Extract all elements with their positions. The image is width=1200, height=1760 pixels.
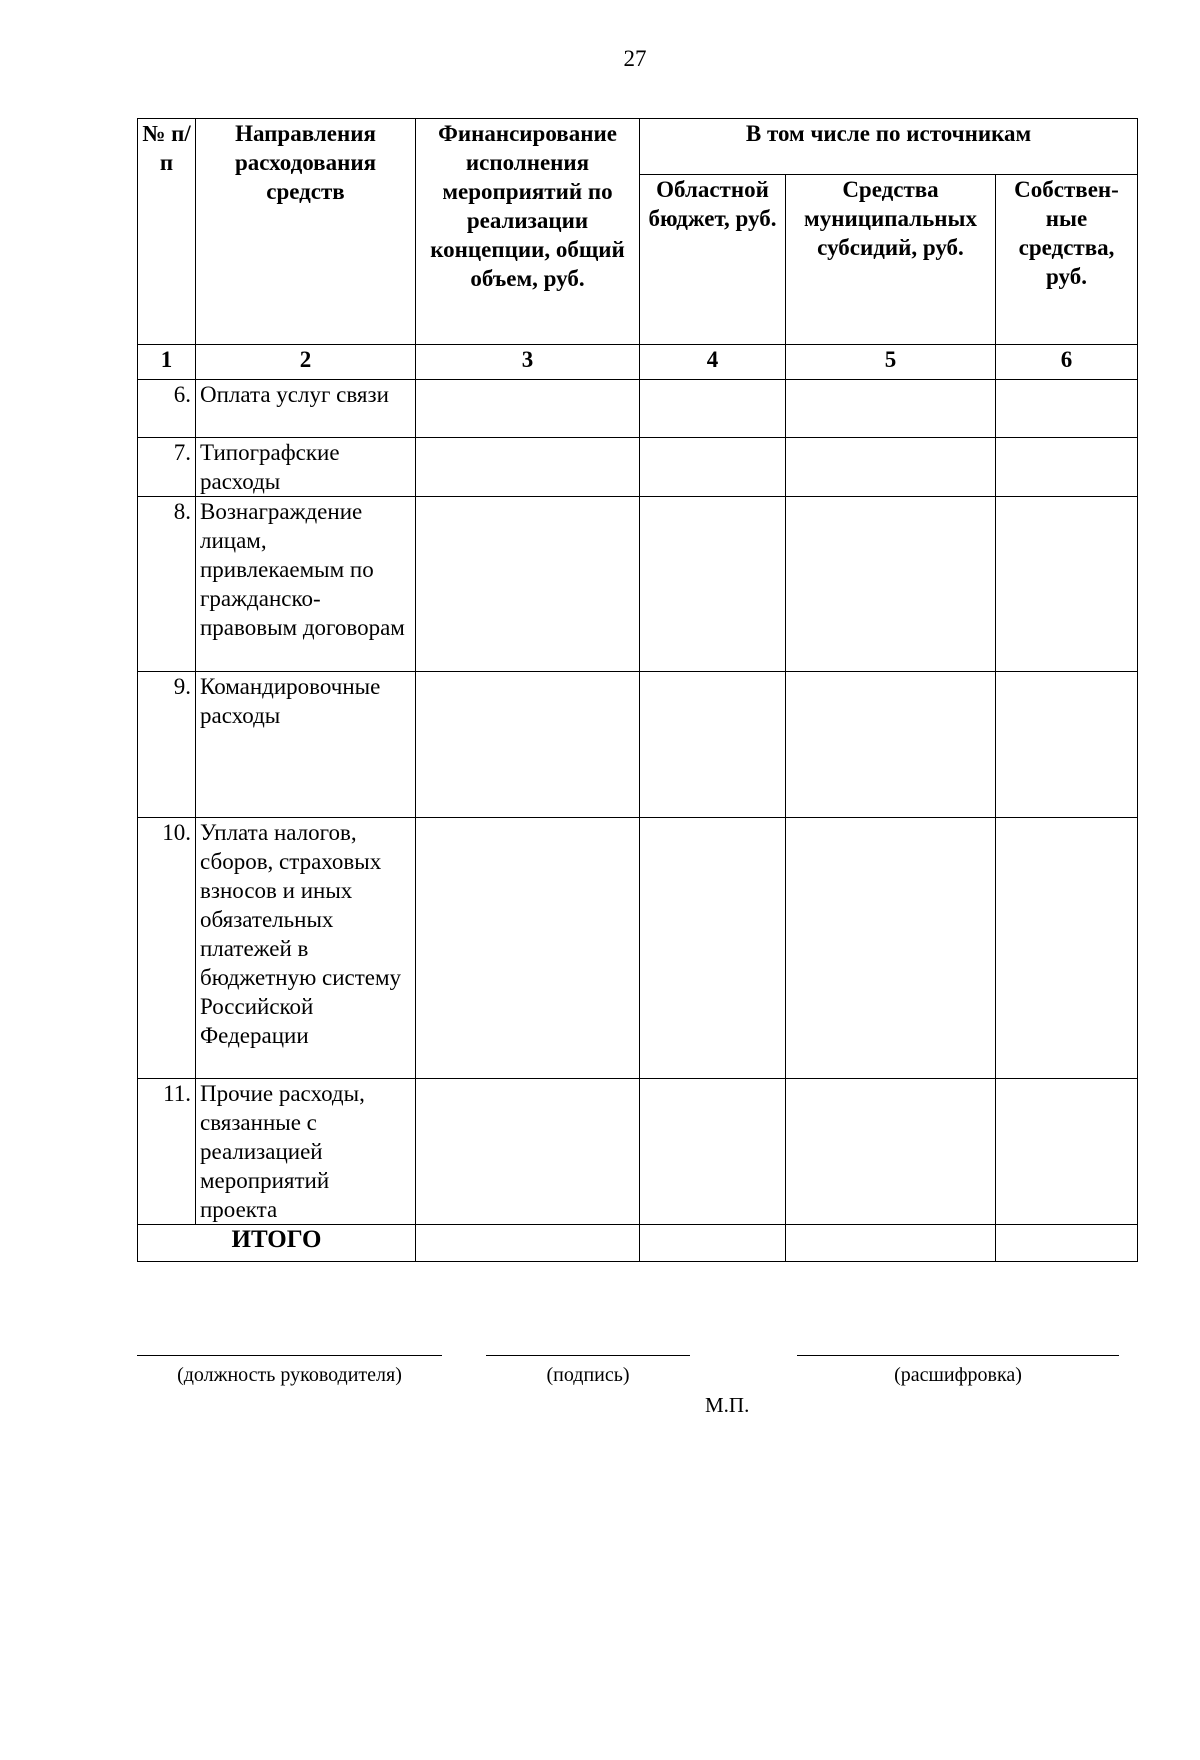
page-number: 27 <box>623 46 647 71</box>
total-label: ИТОГО <box>138 1225 416 1262</box>
row-number: 11. <box>138 1079 196 1225</box>
row-number: 9. <box>138 672 196 818</box>
table-row <box>138 497 1138 672</box>
header-sources-group: В том числе по источникам <box>640 119 1138 175</box>
column-number: 2 <box>196 345 416 380</box>
expense-item: Командировочные расходы <box>196 672 416 818</box>
position-signature-line: (должность руководителя) <box>137 1355 442 1387</box>
own-funds-cell[interactable] <box>996 1079 1138 1225</box>
financing-cell[interactable] <box>416 818 640 1079</box>
row-number: 8. <box>138 497 196 672</box>
total-own-cell[interactable] <box>996 1225 1138 1262</box>
own-funds-cell[interactable] <box>996 672 1138 818</box>
row-number: 10. <box>138 818 196 1079</box>
regional-budget-cell[interactable] <box>640 497 786 672</box>
budget-table <box>137 118 1138 1262</box>
total-financing-cell[interactable] <box>416 1225 640 1262</box>
total-municipal-cell[interactable] <box>786 1225 996 1262</box>
stamp-place: М.П. <box>705 1393 750 1417</box>
table-row <box>138 672 1138 818</box>
total-row <box>138 1225 1138 1262</box>
municipal-subsidy-cell[interactable] <box>786 1079 996 1225</box>
own-funds-cell[interactable] <box>996 380 1138 438</box>
header-num: № п/п <box>138 119 196 345</box>
municipal-subsidy-cell[interactable] <box>786 380 996 438</box>
header-direction: Направления расходования средств <box>196 119 416 345</box>
column-number: 1 <box>138 345 196 380</box>
column-number-row <box>138 345 1138 380</box>
financing-cell[interactable] <box>416 497 640 672</box>
decoding-signature-line: (расшифровка) <box>797 1355 1119 1387</box>
regional-budget-cell[interactable] <box>640 438 786 497</box>
financing-cell[interactable] <box>416 1079 640 1225</box>
table-row <box>138 1079 1138 1225</box>
row-number: 6. <box>138 380 196 438</box>
header-row <box>138 119 1138 175</box>
expense-item: Типографские расходы <box>196 438 416 497</box>
municipal-subsidy-cell[interactable] <box>786 818 996 1079</box>
regional-budget-cell[interactable] <box>640 380 786 438</box>
municipal-subsidy-cell[interactable] <box>786 497 996 672</box>
signature-line: (подпись) <box>486 1355 690 1387</box>
row-number: 7. <box>138 438 196 497</box>
column-number: 6 <box>996 345 1138 380</box>
header-own: Собствен-ные средства, руб. <box>996 175 1138 345</box>
regional-budget-cell[interactable] <box>640 672 786 818</box>
expense-item: Вознаграждение лицам, привлекаемым по гражданско-правовым договорам <box>196 497 416 672</box>
table-row <box>138 438 1138 497</box>
column-number: 4 <box>640 345 786 380</box>
expense-item: Уплата налогов, сборов, страховых взносов и иных обязательных платежей в бюджетную систему Российской Федерации <box>196 818 416 1079</box>
total-regional-cell[interactable] <box>640 1225 786 1262</box>
header-municipal: Средства муниципальных субсидий, руб. <box>786 175 996 345</box>
expense-item: Прочие расходы, связанные с реализацией мероприятий проекта <box>196 1079 416 1225</box>
financing-cell[interactable] <box>416 438 640 497</box>
table-row <box>138 380 1138 438</box>
table-row <box>138 818 1138 1079</box>
regional-budget-cell[interactable] <box>640 818 786 1079</box>
financing-cell[interactable] <box>416 672 640 818</box>
own-funds-cell[interactable] <box>996 497 1138 672</box>
municipal-subsidy-cell[interactable] <box>786 438 996 497</box>
regional-budget-cell[interactable] <box>640 1079 786 1225</box>
column-number: 5 <box>786 345 996 380</box>
expense-item: Оплата услуг связи <box>196 380 416 438</box>
column-number: 3 <box>416 345 640 380</box>
own-funds-cell[interactable] <box>996 818 1138 1079</box>
header-financing: Финансирование исполнения мероприятий по реализации концепции, общий объем, руб. <box>416 119 640 345</box>
financing-cell[interactable] <box>416 380 640 438</box>
municipal-subsidy-cell[interactable] <box>786 672 996 818</box>
header-regional: Областной бюджет, руб. <box>640 175 786 345</box>
own-funds-cell[interactable] <box>996 438 1138 497</box>
